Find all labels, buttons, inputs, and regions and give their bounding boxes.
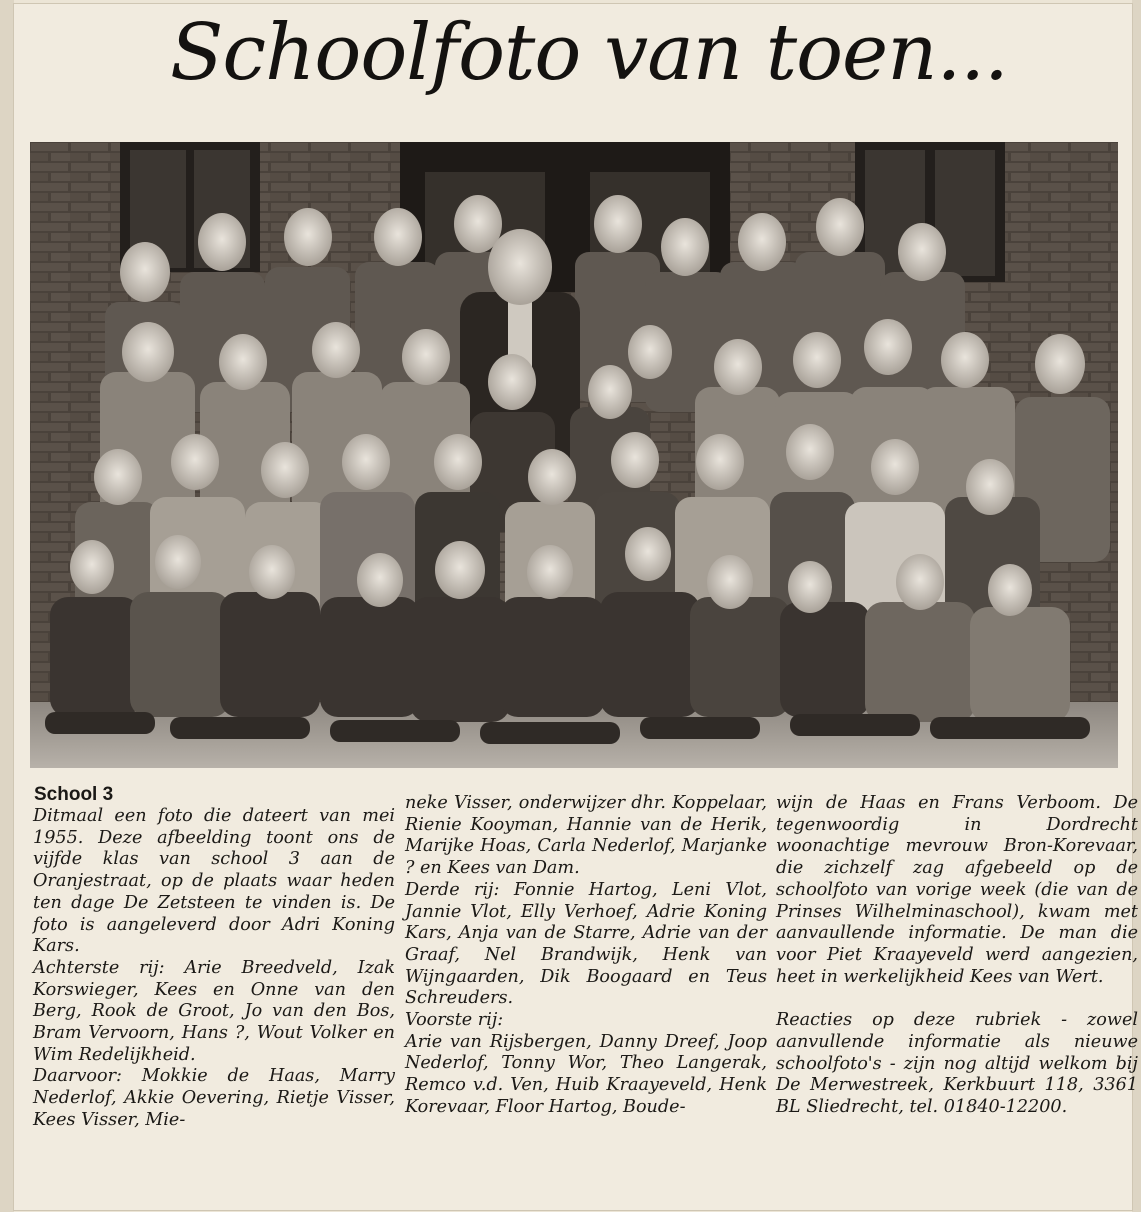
front-row-paragraph: Arie van Rijsbergen, Danny Dreef, Joop Nederlof, Tonny Wor, Theo Langerak, Remco v.d. Ven, Huib Kraayeveld, Henk Korevaar, Floor Hartog, Boude- bbox=[405, 1031, 767, 1117]
front-row-heading: Voorste rij: bbox=[405, 1010, 504, 1031]
correction-paragraph: wijn de Haas en Frans Verboom. De tegenwoordig in Dordrecht woonachtige mevrouw Bron-Korevaar, die zichzelf zag afgebeeld op de schoolfoto van vorige week (die van de Prinses Wilhelminaschool), kwam met aanvaullende informatie. De man die voor Piet Kraayeveld werd aangezien, heet in werkelijkheid Kees van Wert. bbox=[776, 793, 1138, 987]
article-column-3 bbox=[776, 793, 1138, 1119]
second-row-paragraph-continued: neke Visser, onderwijzer dhr. Koppelaar, Rienie Kooyman, Hannie van de Herik, Marijke Hoas, Carla Nederlof, Marjanke ? en Kees van Dam. bbox=[405, 793, 767, 879]
article-column-1 bbox=[33, 784, 395, 1132]
second-row-paragraph-start: Daarvoor: Mokkie de Haas, Marry Nederlof, Akkie Oevering, Rietje Visser, Kees Visser, Mie- bbox=[33, 1066, 395, 1130]
reactions-paragraph: Reacties op deze rubriek - zowel aanvullende informatie als nieuwe schoolfoto's - zijn nog altijd welkom bij De Merwestreek, Kerkbuurt 118, 3361 BL Sliedrecht, tel. 01840-12200. bbox=[776, 1010, 1138, 1118]
article-column-2 bbox=[405, 793, 767, 1119]
third-row-paragraph: Derde rij: Fonnie Hartog, Leni Vlot, Jannie Vlot, Elly Verhoef, Adrie Koning Kars, Anja van de Starre, Adrie van der Graaf, Nel Brandwijk, Henk van Wijngaarden, Dik Boogaard en Teus Schreuders. bbox=[405, 879, 767, 1009]
paragraph-spacer bbox=[776, 988, 1138, 1010]
class-photo bbox=[30, 142, 1118, 768]
intro-paragraph: Ditmaal een foto die dateert van mei 1955. Deze afbeelding toont ons de vijfde klas van school 3 aan de Oranjestraat, op de plaats waar heden ten dage De Zetsteen te vinden is. De foto is aangeleverd door Adri Koning Kars. bbox=[33, 806, 395, 957]
adjacent-page-edge-left bbox=[0, 0, 14, 1212]
back-row-paragraph: Achterste rij: Arie Breedveld, Izak Korswieger, Kees en Onne van den Berg, Rook de Groot, Jo van den Bos, Bram Vervoorn, Hans ?, Wout Volker en Wim Redelijkheid. bbox=[33, 957, 395, 1065]
class-photo-illustration bbox=[30, 142, 1118, 768]
headline: Schoolfoto van toen... bbox=[170, 8, 1008, 98]
section-title: School 3 bbox=[34, 784, 114, 805]
